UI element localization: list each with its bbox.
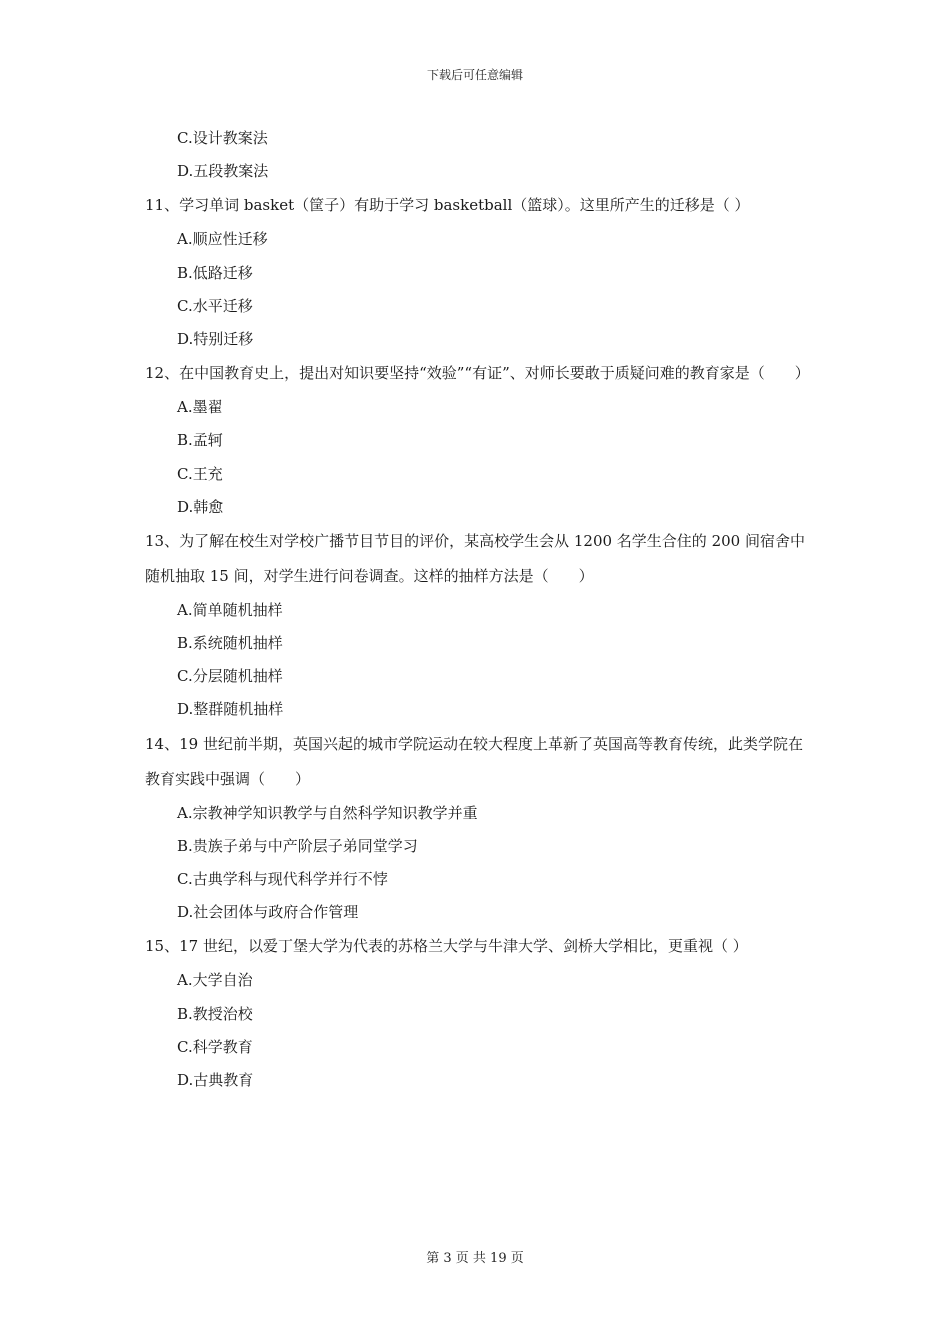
option-d: D.特别迁移 [177, 329, 254, 348]
option-d: D.整群随机抽样 [177, 700, 284, 719]
option-c: C.王充 [177, 464, 223, 483]
option-d-prev: D.五段教案法 [177, 162, 269, 181]
question-14 [145, 727, 810, 797]
question-stem: 14、19 世纪前半期，英国兴起的城市学院运动在较大程度上革新了英国高等教育传统，此类学院在教育实践中强调（ ） [145, 734, 803, 788]
option-c: C.分层随机抽样 [177, 667, 283, 686]
option-a: A.墨翟 [177, 398, 223, 417]
question-12 [145, 356, 810, 391]
option-b: B.低路迁移 [177, 263, 253, 282]
document-body [145, 122, 810, 1097]
page-footer: 第 3 页 共 19 页 [426, 1251, 524, 1266]
option-b: B.教授治校 [177, 1004, 253, 1023]
question-13 [145, 524, 810, 594]
option-b: B.系统随机抽样 [177, 634, 283, 653]
option-a: A.宗教神学知识教学与自然科学知识教学并重 [177, 803, 478, 822]
question-11 [145, 188, 810, 223]
option-d: D.社会团体与政府合作管理 [177, 903, 359, 922]
question-stem: 15、17 世纪，以爱丁堡大学为代表的苏格兰大学与牛津大学、剑桥大学相比，更重视（ ） [145, 937, 748, 956]
option-a: A.顺应性迁移 [177, 230, 268, 249]
option-b: B.贵族子弟与中产阶层子弟同堂学习 [177, 836, 418, 855]
option-b: B.孟轲 [177, 431, 223, 450]
option-a: A.简单随机抽样 [177, 600, 283, 619]
option-d: D.古典教育 [177, 1070, 254, 1089]
page-header: 下载后可任意编辑 [426, 68, 523, 82]
option-d: D.韩愈 [177, 497, 224, 516]
question-stem: 11、学习单词 basket（筐子）有助于学习 basketball（篮球）。这里所产生的迁移是（ ） [145, 196, 750, 215]
option-a: A.大学自治 [177, 971, 253, 990]
option-c-prev: C.设计教案法 [177, 129, 268, 147]
question-stem: 12、在中国教育史上，提出对知识要坚持“效验”“有证”、对师长要敢于质疑问难的教育家是（ ） [145, 364, 810, 383]
option-c: C.科学教育 [177, 1037, 253, 1056]
option-c: C.古典学科与现代科学并行不悖 [177, 870, 388, 888]
question-15 [145, 929, 810, 964]
question-stem: 13、为了解在校生对学校广播节目节目的评价，某高校学生会从 1200 名学生合住的 200 间宿舍中随机抽取 15 间，对学生进行问卷调查。这样的抽样方法是（ ） [145, 531, 805, 585]
option-c: C.水平迁移 [177, 296, 253, 315]
